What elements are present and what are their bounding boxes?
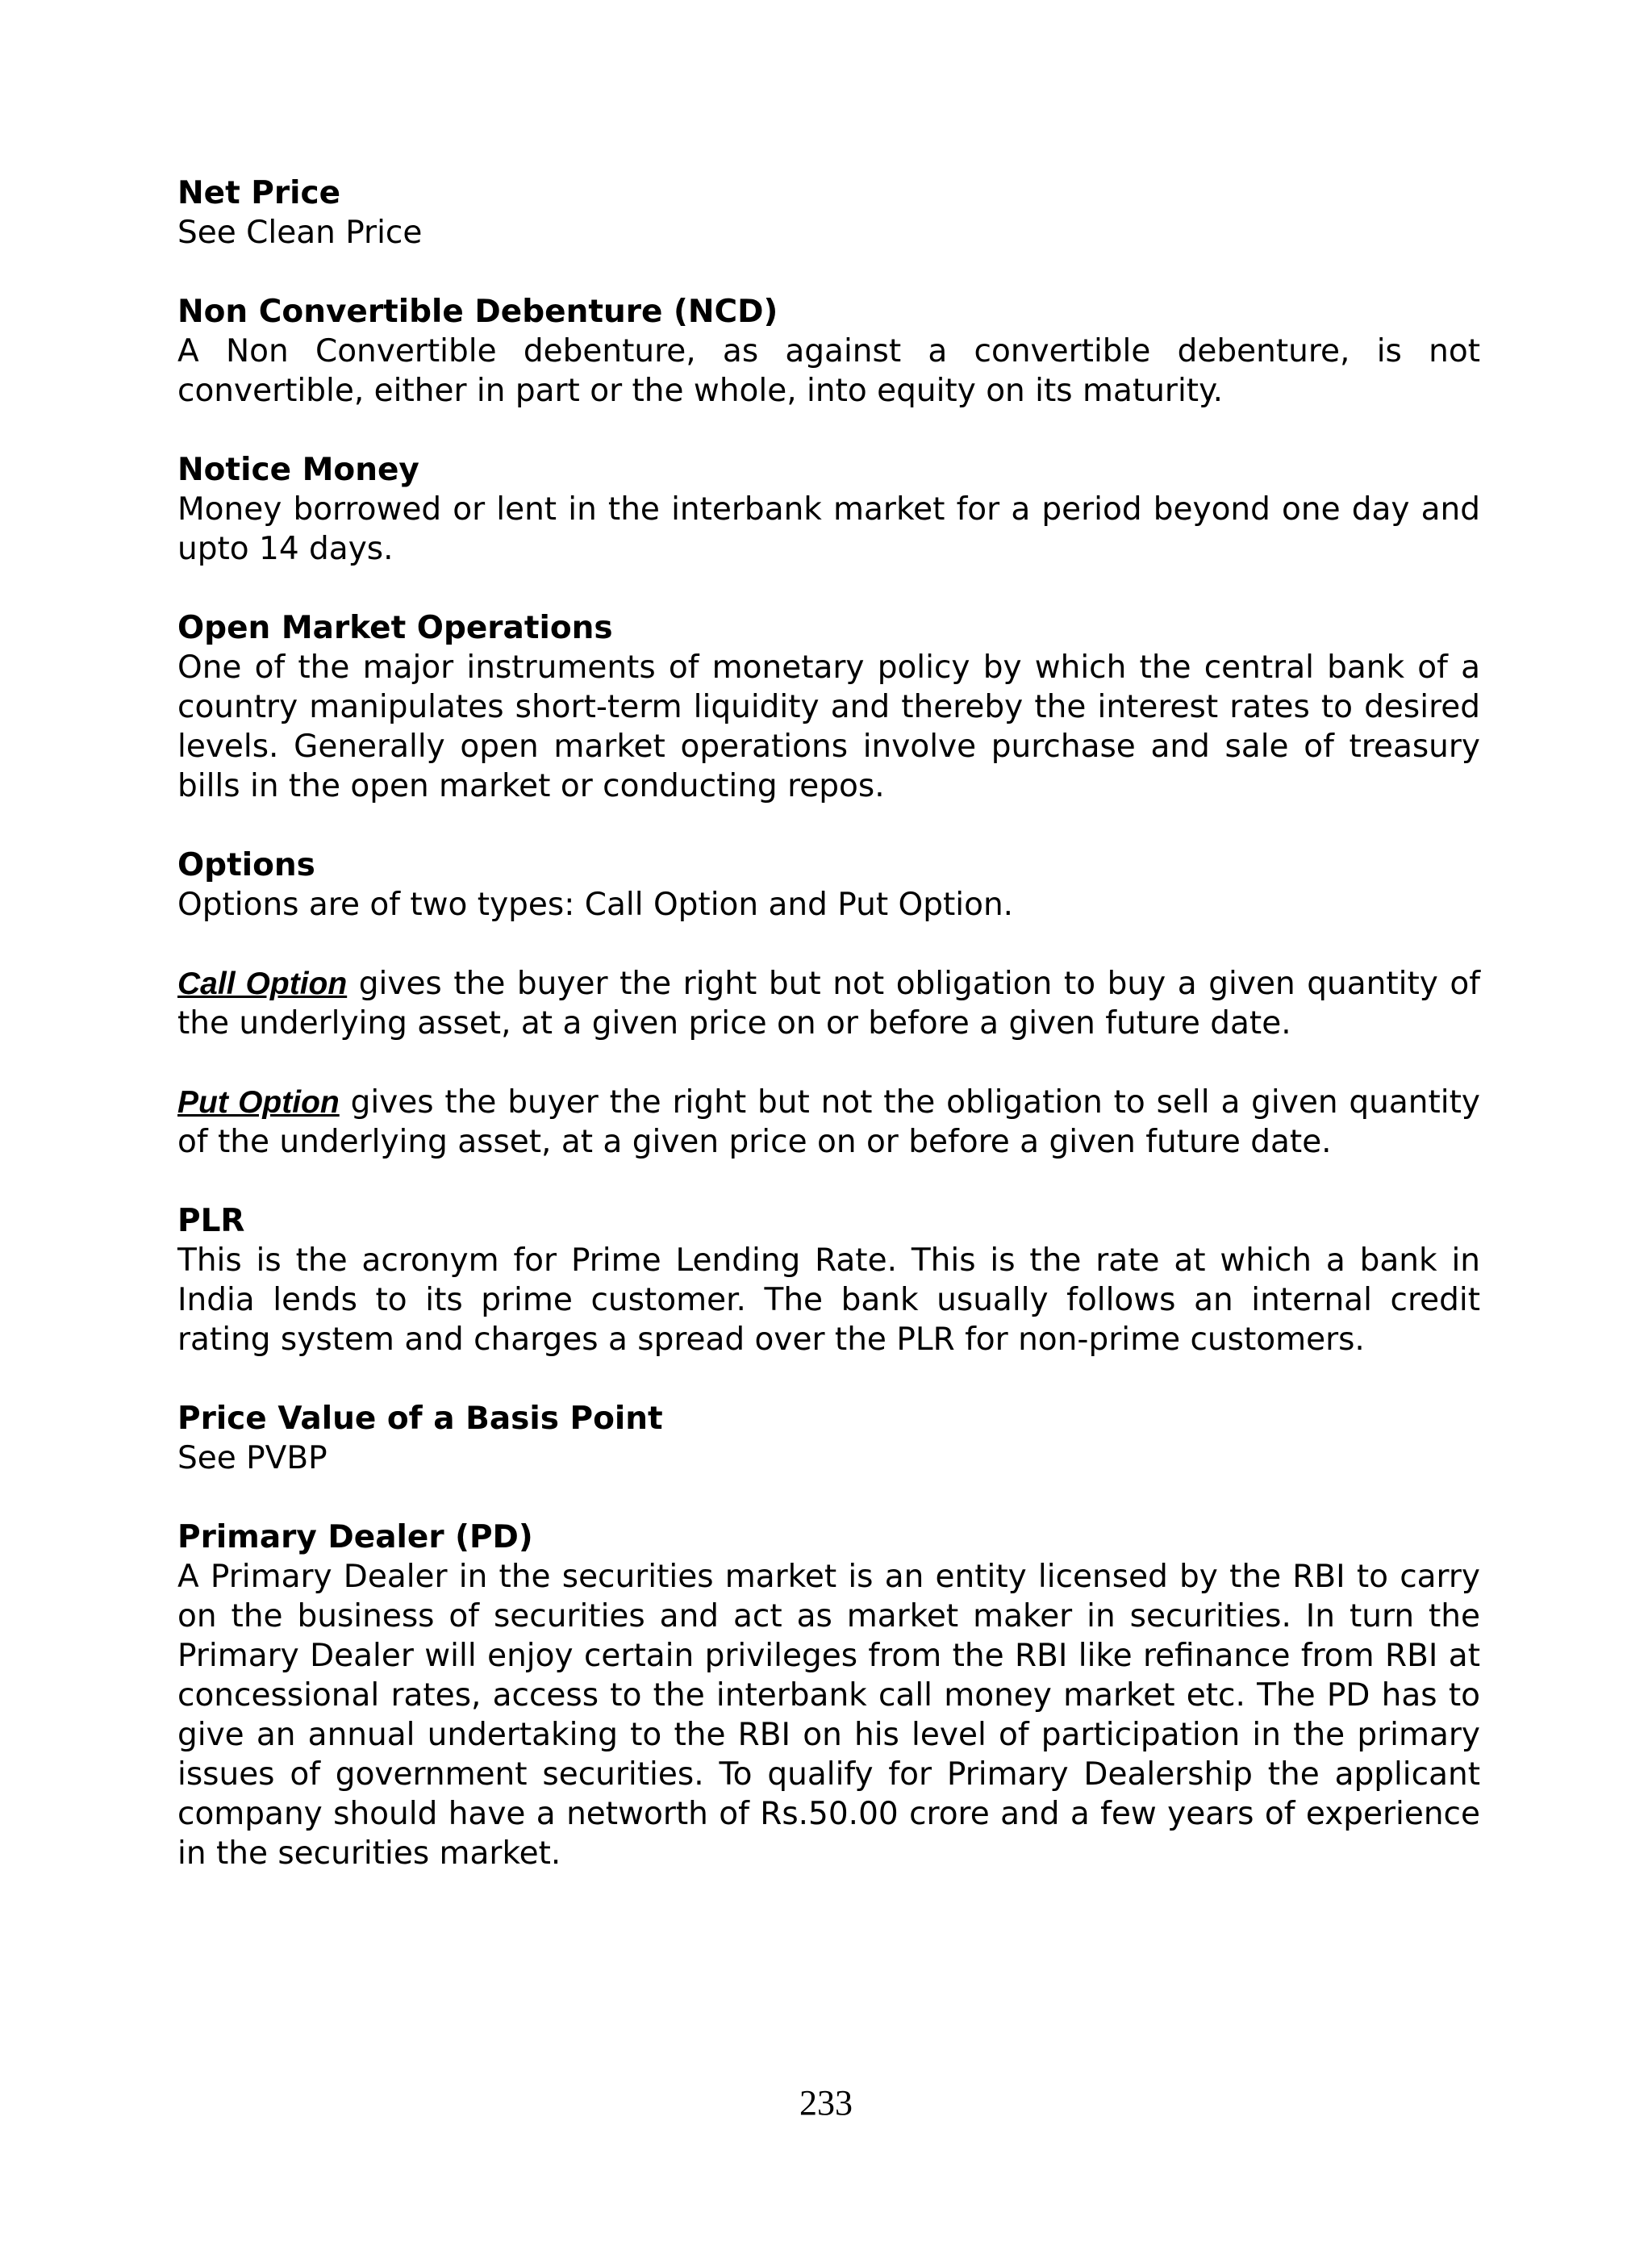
- glossary-entry-notice-money: [177, 450, 1480, 569]
- glossary-entry-net-price: [177, 173, 1480, 253]
- option-type-put: [177, 1083, 1480, 1162]
- put-option-label: Put Option: [177, 1085, 340, 1120]
- term-definition: See PVBP: [177, 1440, 327, 1476]
- call-option-label: Call Option: [177, 967, 348, 1001]
- option-paragraph: [177, 964, 1480, 1043]
- put-option-text: gives the buyer the right but not the obligation to sell a given quantity of the underlying asset, at a given price on or before a given future date.: [177, 1084, 1480, 1160]
- page-number: 233: [799, 2083, 853, 2123]
- term-definition: A Primary Dealer in the securities market is an entity licensed by the RBI to carry on the business of securities and act as market maker in securities. In turn the Primary Dealer will enjoy certain privileges from the RBI like refinance from RBI at concessional rates, access to the interbank call money market etc. The PD has to give an annual undertaking to the RBI on his level of participation in the primary issues of government securities. To qualify for Primary Dealership the applicant company should have a networth of Rs.50.00 crore and a few years of experience in the securities market.: [177, 1559, 1480, 1872]
- term-definition: This is the acronym for Prime Lending Rate. This is the rate at which a bank in India lends to its prime customer. The bank usually follows an internal credit rating system and charges a spread over the PLR for non-prime customers.: [177, 1242, 1480, 1358]
- term-heading: Options: [177, 847, 315, 883]
- term-heading: Open Market Operations: [177, 610, 613, 646]
- option-type-call: [177, 964, 1480, 1043]
- glossary-entry-pvbp: [177, 1399, 1480, 1478]
- glossary-content: [177, 173, 1480, 1913]
- term-heading: Primary Dealer (PD): [177, 1519, 533, 1555]
- term-heading: Net Price: [177, 175, 341, 211]
- term-heading: PLR: [177, 1203, 245, 1239]
- term-heading: Non Convertible Debenture (NCD): [177, 294, 778, 330]
- option-paragraph: [177, 1083, 1480, 1162]
- glossary-entry-options: [177, 845, 1480, 925]
- glossary-entry-open-market-operations: [177, 608, 1480, 806]
- term-definition: Money borrowed or lent in the interbank market for a period beyond one day and upto 14 days.: [177, 491, 1480, 567]
- term-definition: One of the major instruments of monetary policy by which the central bank of a country manipulates short-term liquidity and thereby the interest rates to desired levels. Generally open market operations involve purchase and sale of treasury bills in the open market or conducting repos.: [177, 649, 1480, 804]
- term-heading: Notice Money: [177, 452, 419, 488]
- term-definition: Options are of two types: Call Option and Put Option.: [177, 887, 1014, 923]
- glossary-entry-primary-dealer: [177, 1518, 1480, 1873]
- glossary-entry-plr: [177, 1201, 1480, 1359]
- term-definition: See Clean Price: [177, 215, 423, 251]
- term-definition: A Non Convertible debenture, as against a convertible debenture, is not convertible, either in part or the whole, into equity on its maturity.: [177, 333, 1480, 409]
- term-heading: Price Value of a Basis Point: [177, 1401, 663, 1437]
- glossary-entry-ncd: [177, 292, 1480, 411]
- call-option-text: gives the buyer the right but not obligation to buy a given quantity of the underlying asset, at a given price on or before a given future date.: [177, 966, 1481, 1042]
